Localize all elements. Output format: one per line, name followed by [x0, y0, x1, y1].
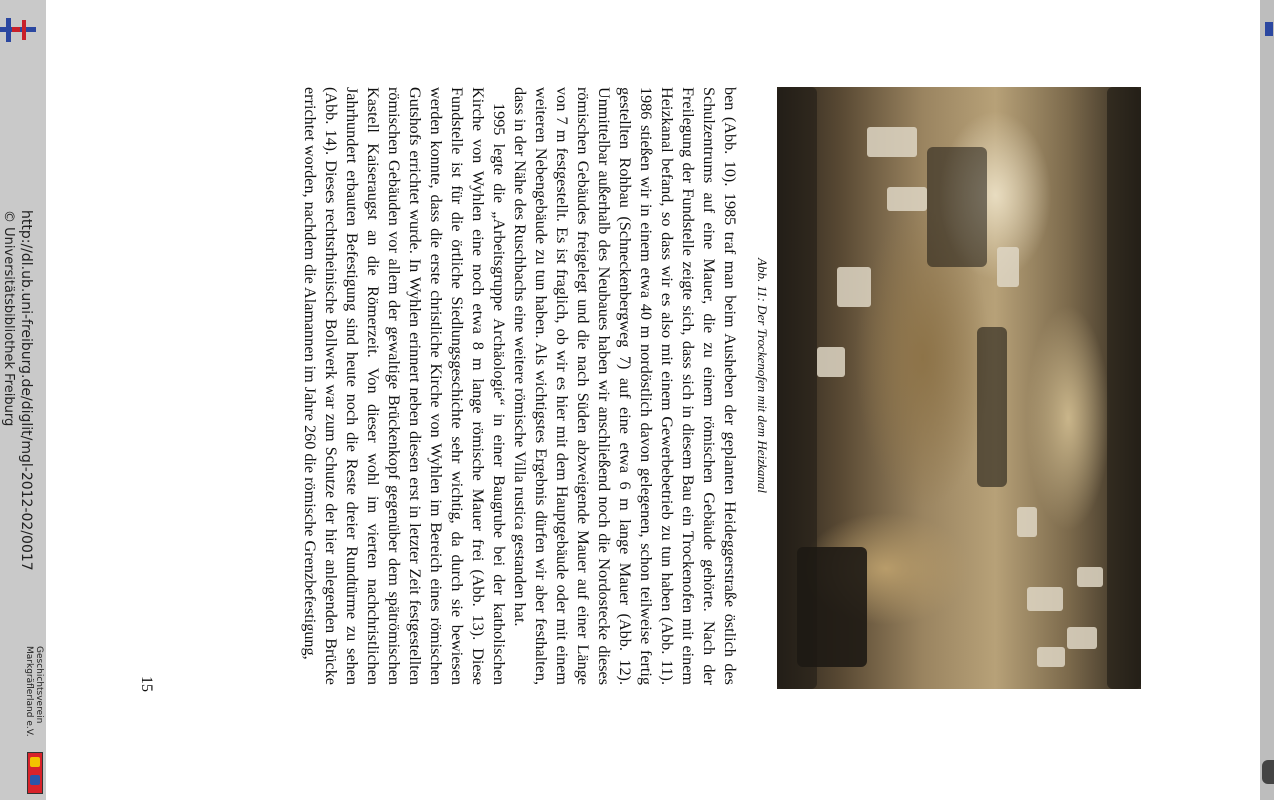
right-strip-tab-icon[interactable] — [1262, 760, 1274, 784]
society-name-line2: Markgräflerland e.V. — [24, 646, 34, 737]
source-url[interactable]: http://dl.ub.uni-freiburg.de/diglit/mgl-2012-02/0017 — [18, 210, 34, 571]
right-strip-marker-icon — [1265, 22, 1273, 36]
page-number: 15 — [138, 676, 155, 692]
kiln-photo — [777, 87, 1141, 689]
society-name-line1: Geschichtsverein — [34, 646, 44, 724]
ub-logo-icon[interactable] — [0, 18, 36, 42]
paragraph-1: ben (Abb. 10). 1985 traf man beim Ausheben der geplanten Heideggerstraße östlich des Schulzentrums auf eine Mauer, die zu einem römischen Gebäude gehörte. Nach der Freilegung der Fundstelle zeigte sich, dass sich in diesem Bau ein Trockenofen mit einem Heizkanal befand, so dass wir es also mit einem Gewerbebetrieb zu tun haben (Abb. 11). 1986 stießen wir in einem etwa 40 m nordöstlich davon gelegenen, schon teilweise fertig gestellten Rohbau (Schneckenbergweg 7) auf eine etwa 6 m lange Mauer (Abb. 12). Unmittelbar außerhalb des Neubaues haben wir anschließend noch die Nordostecke dieses römischen Gebäudes freigelegt und die nach Süden abzweigende Mauer auf einer Länge von 7 m festgestellt. Es ist fraglich, ob wir es hier mit dem Hauptgebäude oder mit einem weiteren Nebengebäude zu tun haben. Als wichtigstes Ergebnis dürfen wir aber festhalten, dass in der Nähe des Ruschbachs eine weitere römische Villa rustica gestanden hat. — [511, 87, 739, 685]
figure-caption: Abb. 11: Der Trockenofen mit dem Heizkanal — [755, 258, 770, 494]
society-label — [24, 646, 44, 756]
copyright-text: © Universitätsbibliothek Freiburg — [1, 210, 16, 427]
society-crest-icon — [27, 752, 43, 794]
source-url-block — [1, 210, 34, 630]
body-text — [299, 87, 740, 685]
paragraph-2: 1995 legte die „Arbeitsgruppe Archäologie“ in einer Baugrube bei der katholischen Kirche von Wyhlen eine noch etwa 8 m lange römische Mauer frei (Abb. 13). Diese Fundstelle ist für die örtliche Siedlungsgeschichte sehr wichtig, da durch sie bewiesen werden konnte, dass die erste christliche Kirche von Wyhlen im Bereich eines römischen Gutshofs errichtet wurde. In Wyhlen erinnert neben diesen erst in letzter Zeit festgestellten römischen Gebäuden vor allem der gewaltige Brückenkopf gegenüber dem spätrömischen Kastell Kaiseraugst an die Römerzeit. Von dieser wohl im vierten nachchristlichen Jahrhundert erbauten Befestigung sind heute noch die Reste dreier Rundtürme zu sehen (Abb. 14). Dieses rechtsrheinische Bollwerk war zum Schutze der hier anlegenden Brücke errichtet worden, nachdem die Alamannen im Jahre 260 die römische Grenzbefestigung, — [301, 87, 508, 685]
viewer-right-strip — [1260, 0, 1274, 800]
